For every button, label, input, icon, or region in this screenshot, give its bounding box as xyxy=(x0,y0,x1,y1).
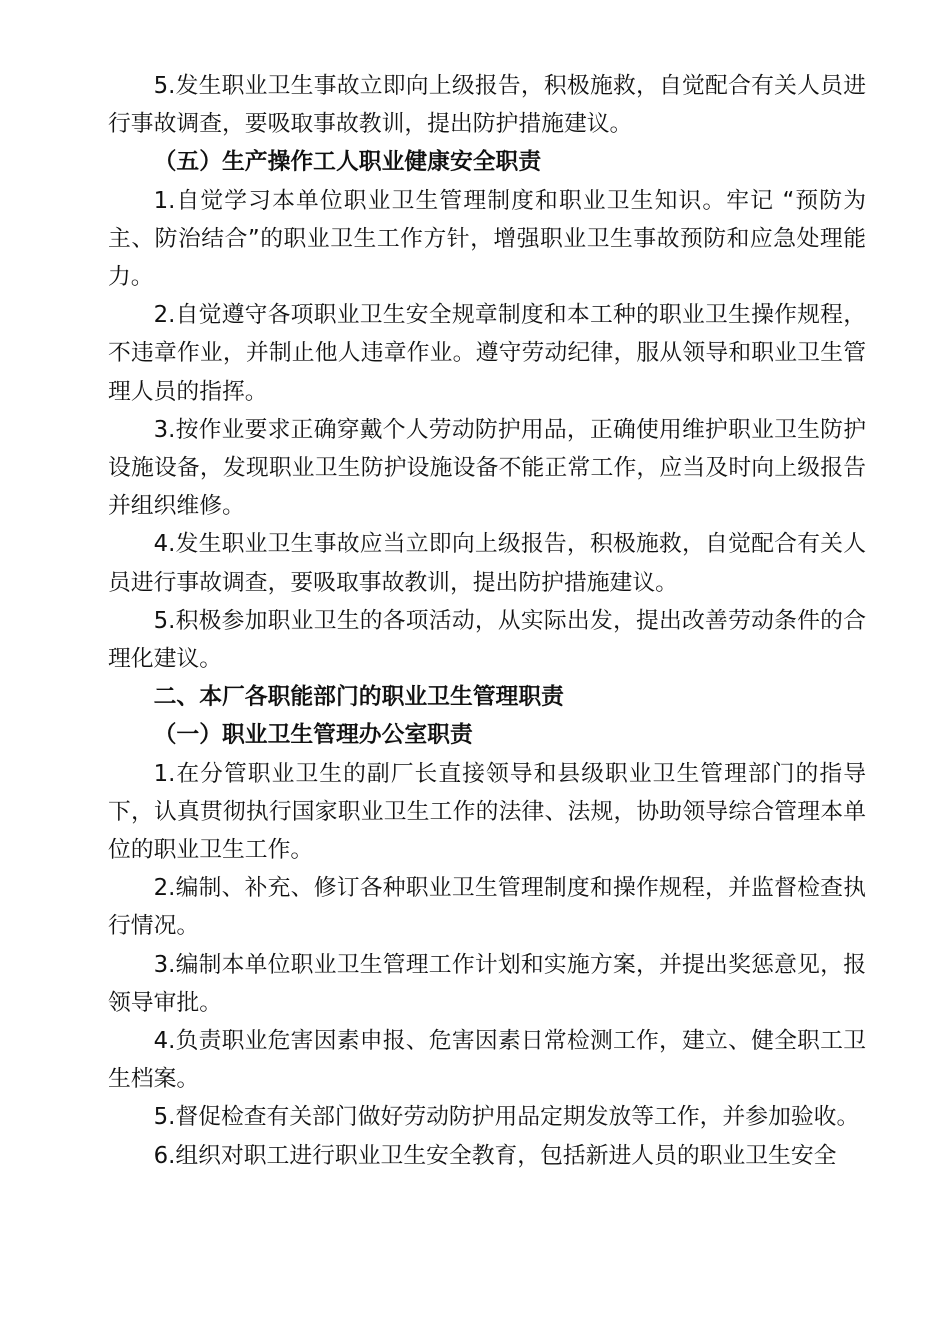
section-heading-office-duties: （一）职业卫生管理办公室职责 xyxy=(153,722,473,749)
document-page xyxy=(108,67,866,1175)
paragraph-item-2-compliance: 2.自觉遵守各项职业卫生安全规章制度和本工种的职业卫生操作规程，不违章作业，并制止他人违章作业。遵守劳动纪律，服从领导和职业卫生管理人员的指挥。 xyxy=(108,302,866,405)
paragraph-item-2-regulations: 2.编制、补充、修订各种职业卫生管理制度和操作规程，并监督检查执行情况。 xyxy=(108,875,866,940)
paragraph-item-1-leadership: 1.在分管职业卫生的副厂长直接领导和县级职业卫生管理部门的指导下，认真贯彻执行国家职业卫生工作的法律、法规，协助领导综合管理本单位的职业卫生工作。 xyxy=(108,760,866,864)
paragraph-item-4-accident-report: 4.发生职业卫生事故应当立即向上级报告，积极施救，自觉配合有关人员进行事故调查，要吸取事故教训，提出防护措施建议。 xyxy=(108,531,866,596)
paragraph-item-5-supervision: 5.督促检查有关部门做好劳动防护用品定期发放等工作，并参加验收。 xyxy=(153,1104,860,1131)
paragraph-item-4-hazard-reporting: 4.负责职业危害因素申报、危害因素日常检测工作，建立、健全职工卫生档案。 xyxy=(108,1028,866,1093)
paragraph-item-5-activities: 5.积极参加职业卫生的各项活动，从实际出发，提出改善劳动条件的合理化建议。 xyxy=(108,607,866,673)
paragraph-item-6-education: 6.组织对职工进行职业卫生安全教育，包括新进人员的职业卫生安全 xyxy=(153,1142,837,1169)
paragraph-item-1-self-study: 1.自觉学习本单位职业卫生管理制度和职业卫生知识。牢记 “预防为主、防治结合”的职业卫生工作方针，增强职业卫生事故预防和应急处理能力。 xyxy=(108,187,866,291)
section-heading-workers-duties: （五）生产操作工人职业健康安全职责 xyxy=(153,149,542,176)
paragraph-item-5-accident-report: 5.发生职业卫生事故立即向上级报告，积极施救，自觉配合有关人员进行事故调查，要吸取事故教训，提出防护措施建议。 xyxy=(108,73,866,138)
paragraph-item-3-protective-equipment: 3.按作业要求正确穿戴个人劳动防护用品，正确使用维护职业卫生防护设施设备，发现职业卫生防护设施设备不能正常工作，应当及时向上级报告并组织维修。 xyxy=(108,416,866,520)
section-heading-departments: 二、本厂各职能部门的职业卫生管理职责 xyxy=(153,684,564,711)
paragraph-item-3-work-plan: 3.编制本单位职业卫生管理工作计划和实施方案，并提出奖惩意见，报领导审批。 xyxy=(108,951,866,1016)
